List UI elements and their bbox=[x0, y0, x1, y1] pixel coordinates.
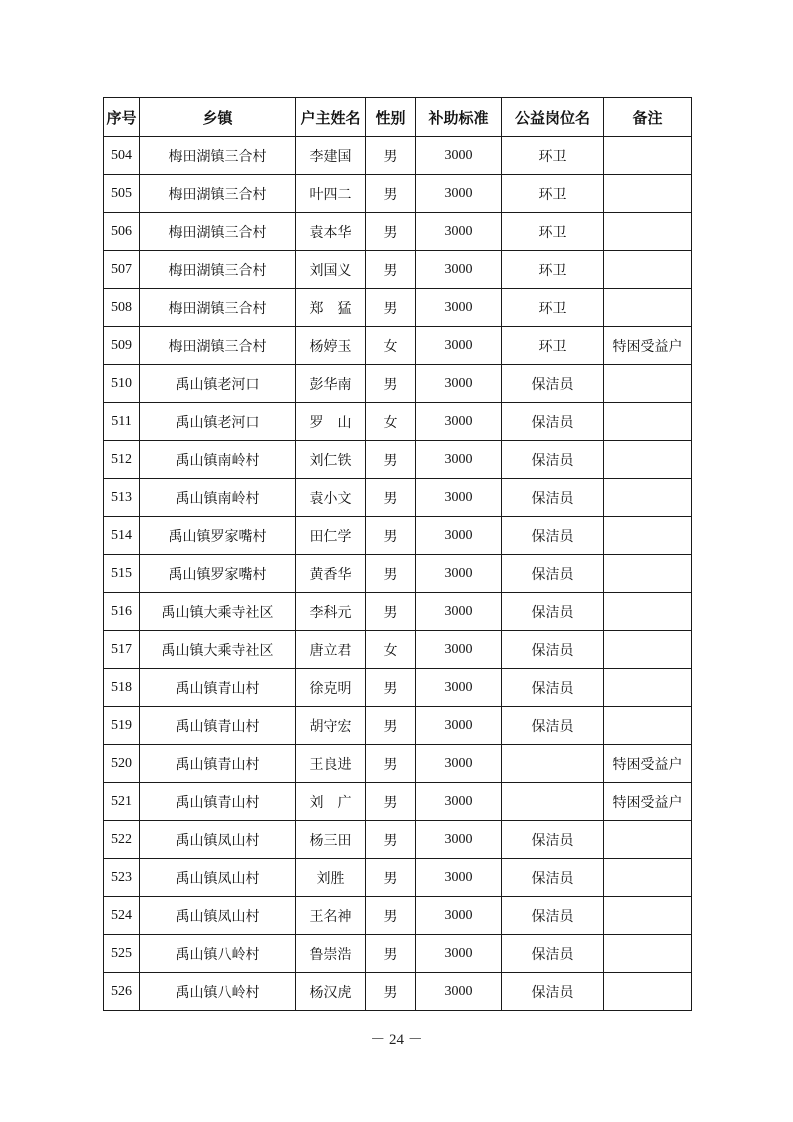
cell-householder-name: 彭华南 bbox=[296, 365, 366, 403]
table-row bbox=[104, 175, 692, 213]
cell-gender: 男 bbox=[366, 935, 416, 973]
cell-public-post: 保洁员 bbox=[502, 441, 604, 479]
cell-public-post bbox=[502, 745, 604, 783]
cell-township: 梅田湖镇三合村 bbox=[140, 327, 296, 365]
cell-householder-name: 罗 山 bbox=[296, 403, 366, 441]
cell-remarks bbox=[604, 631, 692, 669]
cell-public-post: 环卫 bbox=[502, 327, 604, 365]
table-row bbox=[104, 327, 692, 365]
cell-householder-name: 杨婷玉 bbox=[296, 327, 366, 365]
cell-remarks bbox=[604, 213, 692, 251]
cell-subsidy: 3000 bbox=[416, 175, 502, 213]
subsidy-roster-table bbox=[103, 97, 692, 1011]
cell-subsidy: 3000 bbox=[416, 821, 502, 859]
cell-householder-name: 田仁学 bbox=[296, 517, 366, 555]
cell-township: 禹山镇南岭村 bbox=[140, 441, 296, 479]
cell-township: 梅田湖镇三合村 bbox=[140, 213, 296, 251]
table-row bbox=[104, 213, 692, 251]
cell-index: 518 bbox=[104, 669, 140, 707]
table-row bbox=[104, 707, 692, 745]
cell-gender: 男 bbox=[366, 213, 416, 251]
page-number: － 24 － bbox=[370, 1032, 423, 1048]
cell-subsidy: 3000 bbox=[416, 669, 502, 707]
cell-householder-name: 李建国 bbox=[296, 137, 366, 175]
cell-township: 禹山镇老河口 bbox=[140, 365, 296, 403]
cell-subsidy: 3000 bbox=[416, 745, 502, 783]
cell-index: 504 bbox=[104, 137, 140, 175]
table-row bbox=[104, 631, 692, 669]
cell-householder-name: 刘 广 bbox=[296, 783, 366, 821]
cell-subsidy: 3000 bbox=[416, 897, 502, 935]
header-householder-name: 户主姓名 bbox=[296, 98, 366, 137]
cell-public-post: 保洁员 bbox=[502, 631, 604, 669]
cell-remarks bbox=[604, 479, 692, 517]
cell-remarks bbox=[604, 669, 692, 707]
cell-gender: 男 bbox=[366, 137, 416, 175]
cell-gender: 女 bbox=[366, 631, 416, 669]
cell-township: 禹山镇南岭村 bbox=[140, 479, 296, 517]
cell-remarks bbox=[604, 859, 692, 897]
cell-index: 522 bbox=[104, 821, 140, 859]
cell-township: 禹山镇八岭村 bbox=[140, 935, 296, 973]
cell-householder-name: 郑 猛 bbox=[296, 289, 366, 327]
cell-remarks bbox=[604, 821, 692, 859]
cell-township: 禹山镇青山村 bbox=[140, 707, 296, 745]
table-row bbox=[104, 403, 692, 441]
cell-remarks bbox=[604, 517, 692, 555]
cell-public-post: 保洁员 bbox=[502, 859, 604, 897]
cell-remarks bbox=[604, 289, 692, 327]
cell-subsidy: 3000 bbox=[416, 289, 502, 327]
cell-index: 517 bbox=[104, 631, 140, 669]
cell-index: 512 bbox=[104, 441, 140, 479]
cell-householder-name: 徐克明 bbox=[296, 669, 366, 707]
cell-township: 禹山镇罗家嘴村 bbox=[140, 517, 296, 555]
cell-householder-name: 唐立君 bbox=[296, 631, 366, 669]
cell-gender: 男 bbox=[366, 707, 416, 745]
table-row bbox=[104, 137, 692, 175]
cell-index: 520 bbox=[104, 745, 140, 783]
cell-public-post: 保洁员 bbox=[502, 707, 604, 745]
cell-remarks bbox=[604, 707, 692, 745]
cell-index: 524 bbox=[104, 897, 140, 935]
cell-householder-name: 黄香华 bbox=[296, 555, 366, 593]
cell-gender: 男 bbox=[366, 251, 416, 289]
cell-gender: 男 bbox=[366, 973, 416, 1011]
cell-gender: 男 bbox=[366, 175, 416, 213]
cell-householder-name: 王良进 bbox=[296, 745, 366, 783]
cell-public-post: 保洁员 bbox=[502, 897, 604, 935]
table-row bbox=[104, 555, 692, 593]
table-body bbox=[104, 137, 692, 1011]
cell-remarks bbox=[604, 251, 692, 289]
table-row bbox=[104, 783, 692, 821]
cell-index: 514 bbox=[104, 517, 140, 555]
cell-index: 511 bbox=[104, 403, 140, 441]
cell-subsidy: 3000 bbox=[416, 365, 502, 403]
cell-householder-name: 王名神 bbox=[296, 897, 366, 935]
cell-township: 禹山镇大乘寺社区 bbox=[140, 593, 296, 631]
cell-remarks bbox=[604, 897, 692, 935]
cell-index: 523 bbox=[104, 859, 140, 897]
table-row bbox=[104, 745, 692, 783]
cell-householder-name: 杨三田 bbox=[296, 821, 366, 859]
table-row bbox=[104, 251, 692, 289]
cell-householder-name: 杨汉虎 bbox=[296, 973, 366, 1011]
cell-gender: 男 bbox=[366, 745, 416, 783]
cell-subsidy: 3000 bbox=[416, 479, 502, 517]
cell-index: 507 bbox=[104, 251, 140, 289]
cell-township: 梅田湖镇三合村 bbox=[140, 137, 296, 175]
cell-subsidy: 3000 bbox=[416, 631, 502, 669]
cell-gender: 男 bbox=[366, 479, 416, 517]
cell-public-post: 环卫 bbox=[502, 251, 604, 289]
cell-gender: 女 bbox=[366, 327, 416, 365]
table-row bbox=[104, 593, 692, 631]
table-row bbox=[104, 973, 692, 1011]
cell-gender: 男 bbox=[366, 555, 416, 593]
cell-subsidy: 3000 bbox=[416, 213, 502, 251]
cell-remarks: 特困受益户 bbox=[604, 327, 692, 365]
cell-subsidy: 3000 bbox=[416, 327, 502, 365]
header-row bbox=[104, 98, 692, 137]
header-gender: 性别 bbox=[366, 98, 416, 137]
cell-township: 禹山镇青山村 bbox=[140, 783, 296, 821]
header-public-post: 公益岗位名 bbox=[502, 98, 604, 137]
cell-remarks bbox=[604, 593, 692, 631]
cell-township: 禹山镇八岭村 bbox=[140, 973, 296, 1011]
cell-remarks bbox=[604, 175, 692, 213]
cell-remarks: 特困受益户 bbox=[604, 783, 692, 821]
table-row bbox=[104, 897, 692, 935]
cell-subsidy: 3000 bbox=[416, 783, 502, 821]
cell-index: 510 bbox=[104, 365, 140, 403]
cell-index: 509 bbox=[104, 327, 140, 365]
cell-township: 梅田湖镇三合村 bbox=[140, 251, 296, 289]
table-row bbox=[104, 289, 692, 327]
cell-township: 禹山镇大乘寺社区 bbox=[140, 631, 296, 669]
cell-public-post: 环卫 bbox=[502, 289, 604, 327]
cell-township: 禹山镇凤山村 bbox=[140, 897, 296, 935]
cell-public-post: 保洁员 bbox=[502, 593, 604, 631]
cell-subsidy: 3000 bbox=[416, 707, 502, 745]
cell-public-post: 保洁员 bbox=[502, 973, 604, 1011]
cell-householder-name: 袁小文 bbox=[296, 479, 366, 517]
table-header bbox=[104, 98, 692, 137]
table-row bbox=[104, 365, 692, 403]
cell-remarks bbox=[604, 365, 692, 403]
cell-township: 禹山镇凤山村 bbox=[140, 821, 296, 859]
cell-public-post: 保洁员 bbox=[502, 517, 604, 555]
table-row bbox=[104, 935, 692, 973]
cell-township: 梅田湖镇三合村 bbox=[140, 175, 296, 213]
cell-township: 禹山镇青山村 bbox=[140, 745, 296, 783]
cell-subsidy: 3000 bbox=[416, 403, 502, 441]
cell-index: 516 bbox=[104, 593, 140, 631]
cell-index: 505 bbox=[104, 175, 140, 213]
cell-subsidy: 3000 bbox=[416, 973, 502, 1011]
cell-index: 513 bbox=[104, 479, 140, 517]
header-index: 序号 bbox=[104, 98, 140, 137]
cell-public-post: 保洁员 bbox=[502, 669, 604, 707]
cell-township: 禹山镇老河口 bbox=[140, 403, 296, 441]
cell-gender: 男 bbox=[366, 365, 416, 403]
table-row bbox=[104, 821, 692, 859]
cell-householder-name: 袁本华 bbox=[296, 213, 366, 251]
cell-index: 521 bbox=[104, 783, 140, 821]
cell-public-post: 保洁员 bbox=[502, 555, 604, 593]
cell-subsidy: 3000 bbox=[416, 859, 502, 897]
cell-householder-name: 刘国义 bbox=[296, 251, 366, 289]
cell-index: 525 bbox=[104, 935, 140, 973]
cell-public-post: 保洁员 bbox=[502, 403, 604, 441]
cell-remarks: 特困受益户 bbox=[604, 745, 692, 783]
cell-township: 禹山镇青山村 bbox=[140, 669, 296, 707]
table-row bbox=[104, 669, 692, 707]
table-row bbox=[104, 859, 692, 897]
cell-public-post: 环卫 bbox=[502, 213, 604, 251]
cell-public-post: 保洁员 bbox=[502, 935, 604, 973]
cell-householder-name: 李科元 bbox=[296, 593, 366, 631]
cell-gender: 男 bbox=[366, 859, 416, 897]
cell-gender: 男 bbox=[366, 593, 416, 631]
cell-subsidy: 3000 bbox=[416, 517, 502, 555]
header-subsidy-standard: 补助标准 bbox=[416, 98, 502, 137]
table-row bbox=[104, 441, 692, 479]
cell-township: 禹山镇罗家嘴村 bbox=[140, 555, 296, 593]
cell-remarks bbox=[604, 555, 692, 593]
cell-subsidy: 3000 bbox=[416, 251, 502, 289]
header-remarks: 备注 bbox=[604, 98, 692, 137]
cell-township: 梅田湖镇三合村 bbox=[140, 289, 296, 327]
cell-index: 515 bbox=[104, 555, 140, 593]
cell-gender: 男 bbox=[366, 441, 416, 479]
cell-remarks bbox=[604, 441, 692, 479]
cell-township: 禹山镇凤山村 bbox=[140, 859, 296, 897]
cell-public-post: 保洁员 bbox=[502, 479, 604, 517]
cell-gender: 男 bbox=[366, 517, 416, 555]
cell-subsidy: 3000 bbox=[416, 935, 502, 973]
cell-subsidy: 3000 bbox=[416, 137, 502, 175]
cell-index: 519 bbox=[104, 707, 140, 745]
cell-index: 508 bbox=[104, 289, 140, 327]
cell-subsidy: 3000 bbox=[416, 593, 502, 631]
cell-householder-name: 叶四二 bbox=[296, 175, 366, 213]
cell-householder-name: 刘仁铁 bbox=[296, 441, 366, 479]
cell-householder-name: 鲁崇浩 bbox=[296, 935, 366, 973]
table-row bbox=[104, 517, 692, 555]
cell-index: 526 bbox=[104, 973, 140, 1011]
cell-gender: 男 bbox=[366, 783, 416, 821]
cell-public-post: 环卫 bbox=[502, 175, 604, 213]
cell-subsidy: 3000 bbox=[416, 441, 502, 479]
cell-remarks bbox=[604, 935, 692, 973]
cell-gender: 男 bbox=[366, 669, 416, 707]
cell-gender: 男 bbox=[366, 289, 416, 327]
cell-subsidy: 3000 bbox=[416, 555, 502, 593]
cell-index: 506 bbox=[104, 213, 140, 251]
cell-householder-name: 胡守宏 bbox=[296, 707, 366, 745]
cell-public-post: 保洁员 bbox=[502, 821, 604, 859]
cell-gender: 女 bbox=[366, 403, 416, 441]
cell-remarks bbox=[604, 137, 692, 175]
cell-householder-name: 刘胜 bbox=[296, 859, 366, 897]
cell-public-post: 环卫 bbox=[502, 137, 604, 175]
cell-gender: 男 bbox=[366, 897, 416, 935]
table-row bbox=[104, 479, 692, 517]
header-township: 乡镇 bbox=[140, 98, 296, 137]
cell-gender: 男 bbox=[366, 821, 416, 859]
cell-remarks bbox=[604, 973, 692, 1011]
cell-public-post bbox=[502, 783, 604, 821]
cell-public-post: 保洁员 bbox=[502, 365, 604, 403]
cell-remarks bbox=[604, 403, 692, 441]
